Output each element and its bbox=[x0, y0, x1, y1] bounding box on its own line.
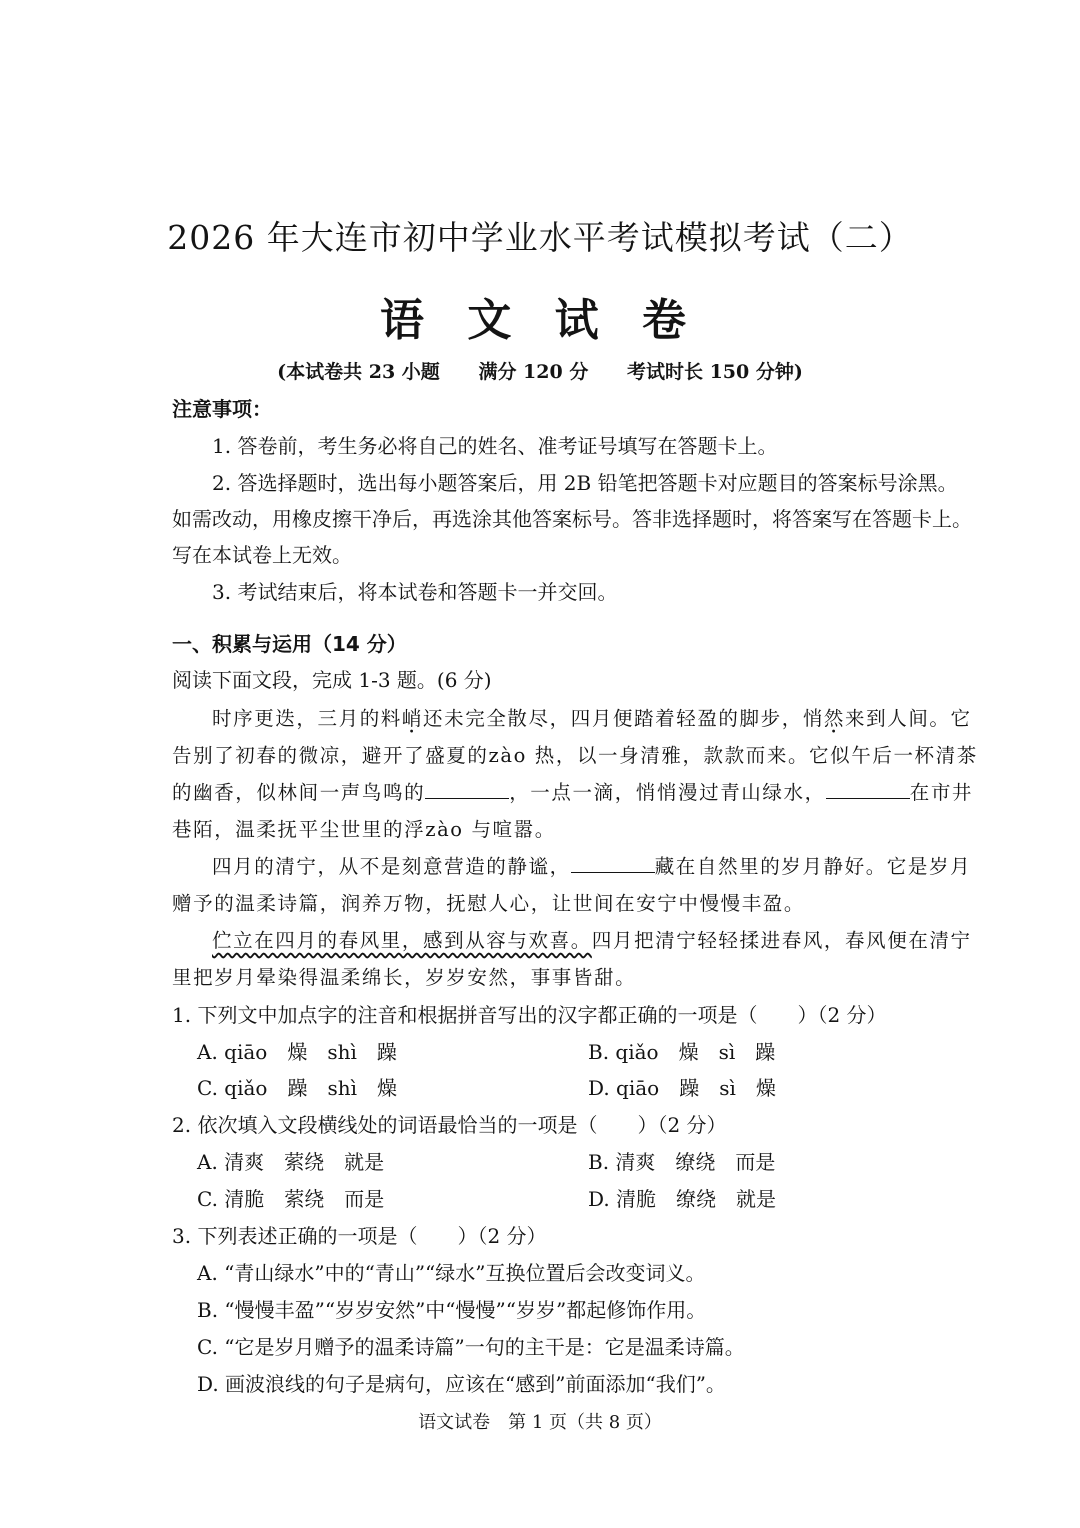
section-heading: 一、积累与运用（14 分） bbox=[172, 632, 407, 656]
dotted-char: 然 bbox=[823, 707, 846, 730]
fill-blank bbox=[826, 782, 910, 799]
exam-title: 2026 年大连市初中学业水平考试模拟考试（二） bbox=[167, 218, 913, 257]
q1-option-b: B. qiǎo 燥 sì 躁 bbox=[588, 1040, 776, 1064]
q1-option-c: C. qiǎo 躁 shì 燥 bbox=[197, 1076, 398, 1100]
full-score: 满分 120 分 bbox=[478, 361, 589, 383]
passage-p1-line1: 时序更迭，三月的料峭还未完全散尽，四月便踏着轻盈的脚步，悄然来到人间。它 bbox=[212, 707, 972, 730]
notice-heading: 注意事项： bbox=[172, 397, 272, 421]
passage-p2-line2: 赠予的温柔诗篇，润养万物，抚慰人心，让世间在安宁中慢慢丰盈。 bbox=[172, 892, 806, 915]
q2-option-c: C. 清脆 萦绕 而是 bbox=[197, 1187, 385, 1211]
exam-duration: 考试时长 150 分钟) bbox=[626, 361, 803, 383]
q2-option-b: B. 清爽 缭绕 而是 bbox=[588, 1150, 776, 1174]
passage-p2-line1: 四月的清宁，从不是刻意营造的静谧， 藏在自然里的岁月静好。它是岁月 bbox=[212, 855, 972, 878]
q2-option-a: A. 清爽 萦绕 就是 bbox=[197, 1150, 385, 1174]
exam-meta bbox=[0, 357, 1080, 384]
question-count: (本试卷共 23 小题 bbox=[277, 361, 440, 383]
exam-subtitle: 语 文 试 卷 bbox=[380, 295, 700, 346]
notice-line-4: 写在本试卷上无效。 bbox=[172, 543, 352, 567]
q2-option-d: D. 清脆 缭绕 就是 bbox=[588, 1187, 777, 1211]
passage-p1-line4: 巷陌，温柔抚平尘世里的浮zào 与喧嚣。 bbox=[172, 818, 556, 841]
notice-line-5: 3. 考试结束后，将本试卷和答题卡一并交回。 bbox=[212, 580, 618, 604]
passage-p1-line2: 告别了初春的微凉，避开了盛夏的zào 热，以一身清雅，款款而来。它似午后一杯清茶 bbox=[172, 744, 978, 767]
passage-p1-line3: 的幽香，似林间一声鸟鸣的 ，一点一滴，悄悄漫过青山绿水， 在市井 bbox=[172, 781, 974, 804]
question-2-stem: 2. 依次填入文段横线处的词语最恰当的一项是（ ）（2 分） bbox=[172, 1113, 727, 1137]
notice-line-1: 1. 答卷前，考生务必将自己的姓名、准考证号填写在答题卡上。 bbox=[212, 434, 778, 458]
q3-option-b: B. “慢慢丰盈”“岁岁安然”中“慢慢”“岁岁”都起修饰作用。 bbox=[197, 1298, 707, 1322]
q3-option-d: D. 画波浪线的句子是病句，应该在“感到”前面添加“我们”。 bbox=[197, 1372, 726, 1396]
passage-p3-line1: 伫立在四月的春风里，感到从容与欢喜。四月把清宁轻轻揉进春风，春风便在清宁 bbox=[212, 929, 972, 952]
wavy-underlined-sentence: 伫立在四月的春风里，感到从容与欢喜。 bbox=[212, 929, 592, 952]
question-1-stem: 1. 下列文中加点字的注音和根据拼音写出的汉字都正确的一项是（ ）（2 分） bbox=[172, 1003, 887, 1027]
q1-option-d: D. qiāo 躁 sì 燥 bbox=[588, 1076, 776, 1100]
passage-p3-line2: 里把岁月晕染得温柔绵长，岁岁安然，事事皆甜。 bbox=[172, 966, 637, 989]
dotted-char: 峭 bbox=[401, 707, 424, 730]
fill-blank bbox=[571, 856, 655, 873]
fill-blank bbox=[425, 782, 509, 799]
q3-option-c: C. “它是岁月赠予的温柔诗篇”一句的主干是：它是温柔诗篇。 bbox=[197, 1335, 745, 1359]
reading-instruction: 阅读下面文段，完成 1-3 题。(6 分) bbox=[172, 668, 492, 692]
q3-option-a: A. “青山绿水”中的“青山”“绿水”互换位置后会改变词义。 bbox=[197, 1261, 706, 1285]
notice-line-3: 如需改动，用橡皮擦干净后，再选涂其他答案标号。答非选择题时，将答案写在答题卡上。 bbox=[172, 507, 972, 531]
notice-line-2: 2. 答选择题时，选出每小题答案后，用 2B 铅笔把答题卡对应题目的答案标号涂黑。 bbox=[212, 471, 958, 495]
q1-option-a: A. qiāo 燥 shì 躁 bbox=[197, 1040, 397, 1064]
question-3-stem: 3. 下列表述正确的一项是（ ）（2 分） bbox=[172, 1224, 547, 1248]
page-footer: 语文试卷 第 1 页（共 8 页） bbox=[418, 1412, 662, 1433]
